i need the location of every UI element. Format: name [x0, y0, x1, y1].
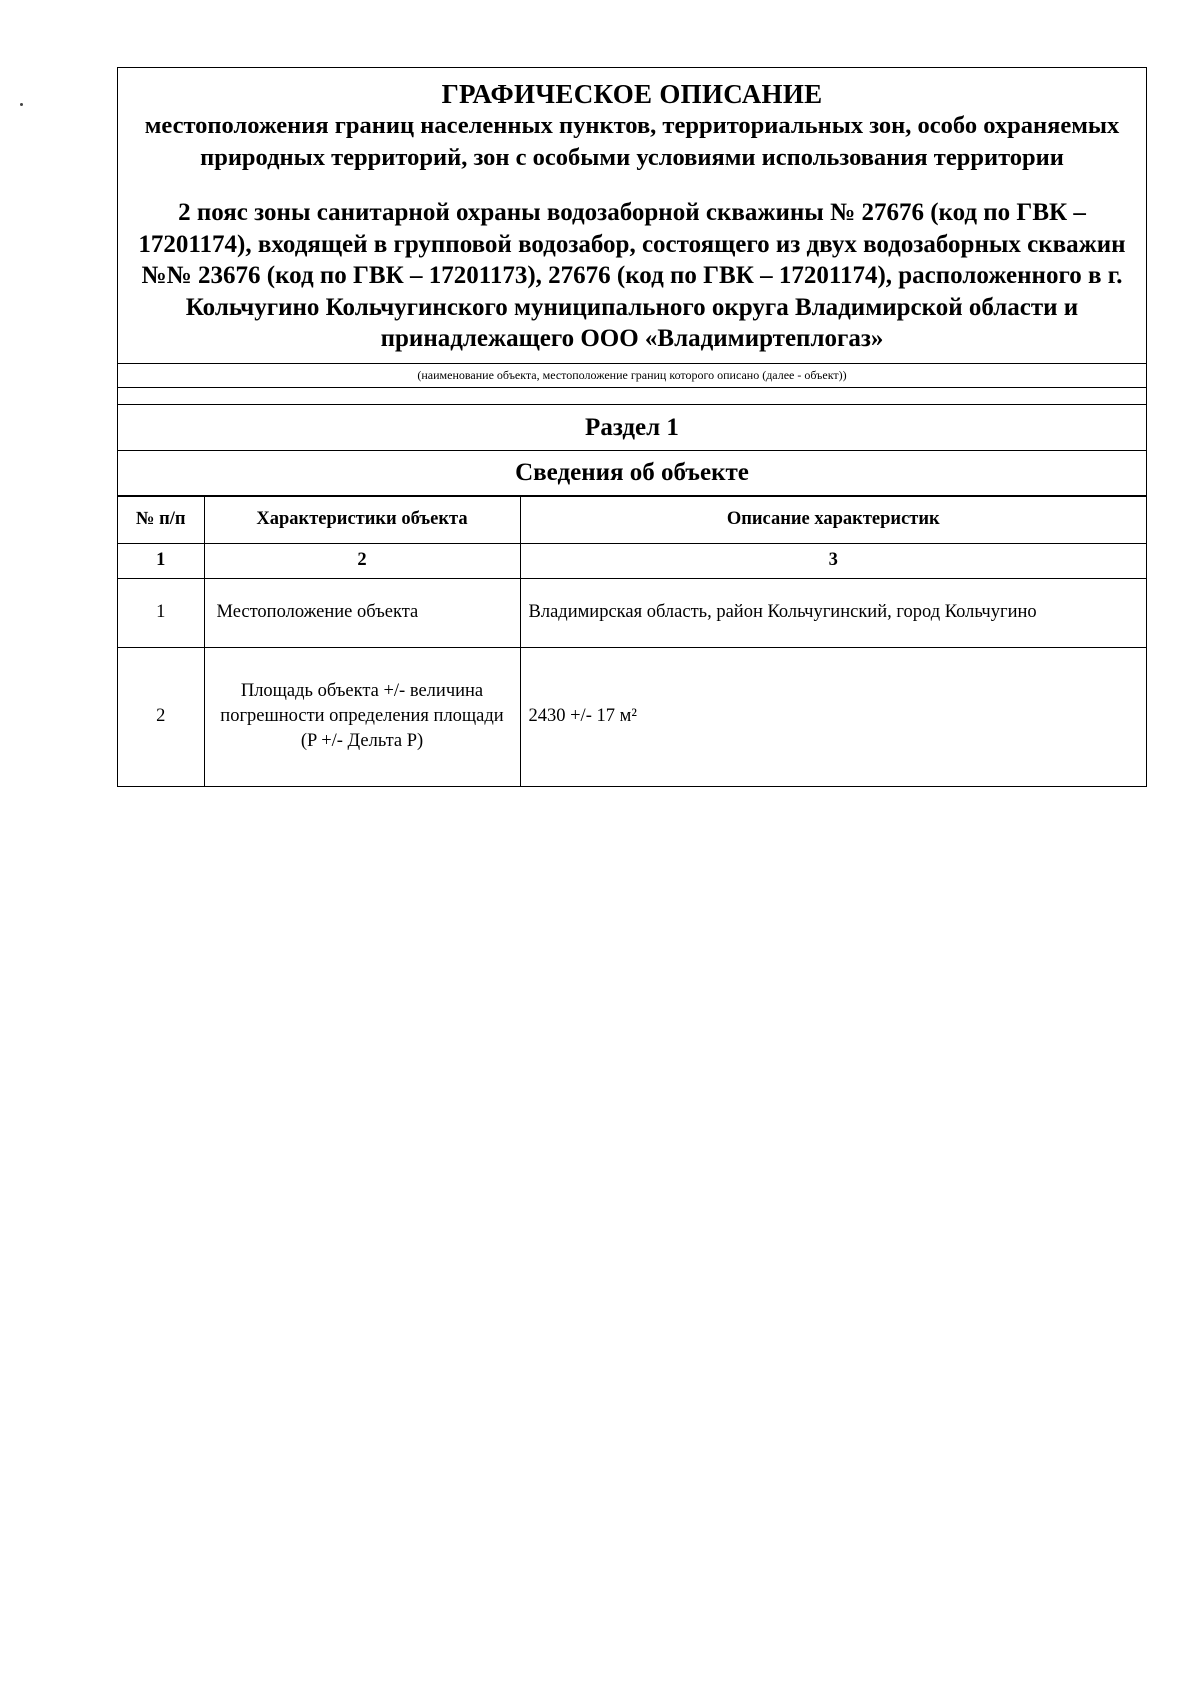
row-characteristic: Местоположение объекта — [204, 578, 520, 647]
column-number: 1 — [118, 543, 204, 578]
document-subtitle: местоположения границ населенных пунктов, территориальных зон, особо охраняемых природных территорий, зон с особыми условиями использования территории — [144, 112, 1120, 171]
header-description: Описание характеристик — [520, 496, 1146, 543]
row-description: 2430 +/- 17 м² — [520, 647, 1146, 786]
column-number: 2 — [204, 543, 520, 578]
column-number: 3 — [520, 543, 1146, 578]
table-row — [118, 647, 1146, 786]
graphic-description-document — [117, 67, 1147, 787]
scan-speck — [20, 103, 23, 106]
header-characteristic: Характеристики объекта — [204, 496, 520, 543]
row-characteristic: Площадь объекта +/- величина погрешности определения площади (P +/- Дельта P) — [204, 647, 520, 786]
section-title: Сведения об объекте — [118, 451, 1146, 496]
document-header — [118, 68, 1146, 364]
divider — [118, 388, 1146, 405]
row-number: 1 — [118, 578, 204, 647]
document-title: ГРАФИЧЕСКОЕ ОПИСАНИЕ — [441, 79, 823, 109]
header-num: № п/п — [118, 496, 204, 543]
table-row — [118, 578, 1146, 647]
row-description: Владимирская область, район Кольчугинский, город Кольчугино — [520, 578, 1146, 647]
object-info-table — [118, 496, 1146, 786]
column-number-row — [118, 543, 1146, 578]
row-number: 2 — [118, 647, 204, 786]
table-header-row — [118, 496, 1146, 543]
object-name-caption: (наименование объекта, местоположение границ которого описано (далее - объект)) — [118, 364, 1146, 388]
object-name: 2 пояс зоны санитарной охраны водозаборной скважины № 27676 (код по ГВК – 17201174), входящей в групповой водозабор, состоящего из двух водозаборных скважин №№ 23676 (код по ГВК – 17201173), 27676 (код по ГВК – 17201174), расположенного в г. Кольчугино Кольчугинского муниципального округа Владимирской области и принадлежащего ООО «Владимиртеплогаз» — [138, 199, 1126, 352]
section-label: Раздел 1 — [118, 405, 1146, 451]
